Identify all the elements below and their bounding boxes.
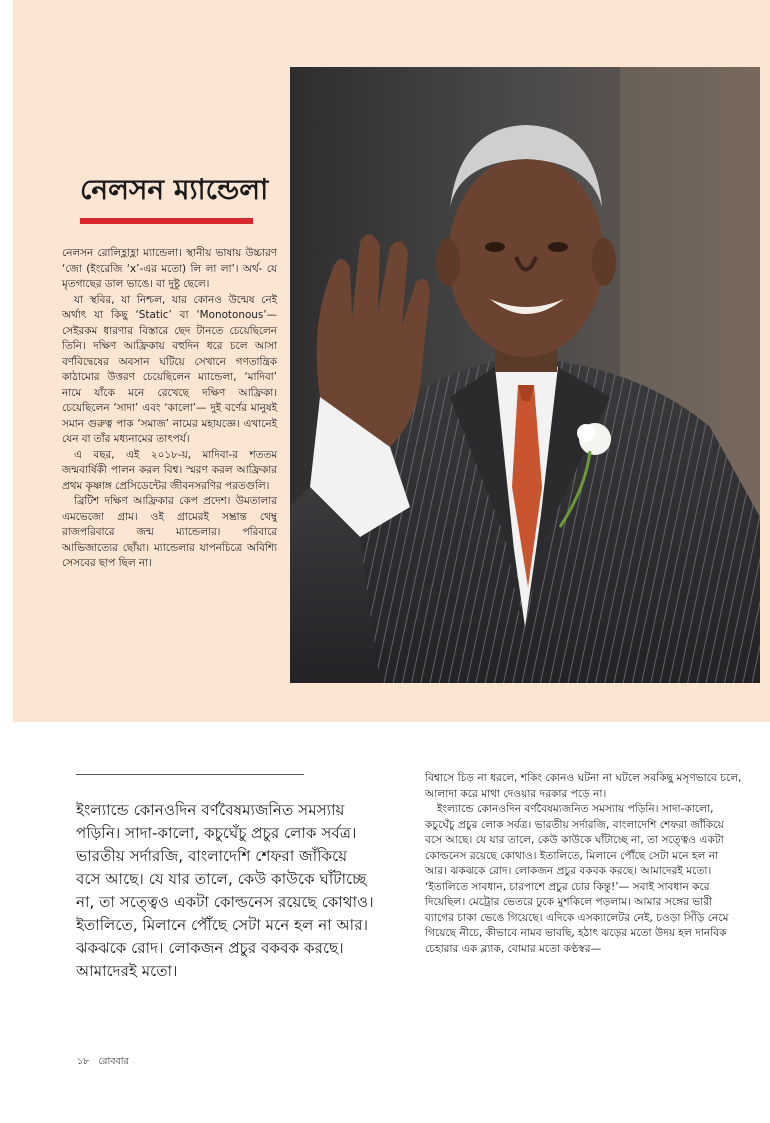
body-paragraph: ইংল্যান্ডে কোনওদিন বর্ণবৈষম্যজনিত সমস্যায় পড়িনি। সাদা-কালো, কচুঘেঁচু প্রচুর লোক সর্বত্র। ভারতীয় সর্দারজি, বাংলাদেশি শেফরা জাঁকিয়ে বসে আছে। যে যার তালে, কেউ কাউকে ঘাঁটাচ্ছে না, তা সত্ত্বেও একটা কোল্ডনেস রয়েছে কোথাও। ইতালিতে, মিলানে পৌঁছে সেটা মনে হল না আর। ঝকঝকে রোদ। লোকজন প্রচুর বকবক করছে। আমাদেরই মতো। ‘ইতালিতে সাবধান, চারপাশে প্রচুর চোর কিন্তু!’— সবাই সাবধান করে দিয়েছিল। মেট্রোর ভেতরে ঢুকে মুশকিলে পড়লাম। আমার সঙ্গের ভারী ব্যাগের চাকা ভেঙে গিয়েছে। এদিকে এসক্যালেটর নেই, চওড়া সিঁড়ি নেমে গিয়েছে নীচে, কীভাবে নামব ভাবছি, হঠাৎ ঝড়ের মতো উদয় হল দানবিক চেহারার এক ব্ল্যাক, বোমার মতো কণ্ঠস্বর—: [425, 803, 729, 955]
pull-quote-rule: [76, 774, 304, 775]
intro-text: [62, 246, 277, 572]
page-number: ১৮: [77, 1056, 90, 1067]
mandela-photo: [290, 67, 760, 683]
intro-paragraph: ব্রিটিশ দক্ষিণ আফ্রিকার কেপ প্রদেশ। উমতালার এমভেজো গ্রাম। ওই গ্রামেরই সম্ভ্রান্ত থেম্বু রাজপরিবারে জন্ম ম্যান্ডেলার। পরিবারে আভিজাত্যের ছোঁয়া। ম্যান্ডেলার যাপনচিত্রে অবিশ্যি সেসবের ছাপ ছিল না।: [62, 495, 277, 569]
magazine-name: রোববার: [98, 1056, 129, 1067]
intro-paragraph: যা স্থবির, যা নিশ্চল, যার কোনও উন্মেষ নেই অর্থাৎ যা কিছু ‘Static’ বা ‘Monotonous’— সেইরকম ধারণার বিস্তারে ছেদ টানতে চেয়েছিলেন তিনি। দক্ষিণ আফ্রিকায় বহুদিন ধরে চলে আসা বর্ণবিদ্বেষের অবসান ঘটিয়ে সেখানে গণতান্ত্রিক কাঠামোর উত্তরণ চেয়েছিলেন ম্যান্ডেলা, ‘মাদিবা’ নামে যাঁকে মনে রেখেছে দক্ষিণ আফ্রিকা। চেয়েছিলেন ‘সাদা’ এবং ‘কালো’— দুই বর্ণের মানুষই সমান গুরুত্ব পাক ‘সমাজ’ নামের মহাযজ্ঞে। এখানেই যেন বা তাঁর মধ্যনামের তাৎপর্য।: [62, 293, 277, 445]
page-footer: [77, 1055, 135, 1070]
title-underline: [80, 218, 253, 224]
intro-paragraph: এ বছর, এই ২০১৮-য়, মাদিবা-র শততম জন্মবার্ষিকী পালন করল বিশ্ব। স্মরণ করল আফ্রিকার প্রথম কৃষ্ণাঙ্গ প্রেসিডেন্টের জীবনসরণির পরতগুলি।: [62, 448, 277, 492]
portrait-illustration: [290, 67, 760, 683]
intro-paragraph: নেলসন রোলিহ্লাহ্লা ম্যান্ডেলা। স্থানীয় ভাষায় উচ্চারণ ‘জো (ইংরেজি ‘x’-এর মতো) লি লা লা’। অর্থ- যে মৃতগাছের ডাল ভাঙে। বা দুষ্টু ছেলে।: [62, 247, 277, 290]
article-title: নেলসন ম্যান্ডেলা: [80, 173, 269, 206]
body-column: [425, 771, 743, 957]
body-paragraph: বিশ্বাসে চিড় না ধরলে, শকিং কোনও ঘটনা না ঘটলে সবকিছু মসৃণভাবে চলে, আলাদা করে মাথা দেওয়ার দরকার পড়ে না।: [425, 772, 742, 800]
pull-quote: ইংল্যান্ডে কোনওদিন বর্ণবৈষম্যজনিত সমস্যায় পড়িনি। সাদা-কালো, কচুঘেঁচু প্রচুর লোক সর্বত্র। ভারতীয় সর্দারজি, বাংলাদেশি শেফরা জাঁকিয়ে বসে আছে। যে যার তালে, কেউ কাউকে ঘাঁটাচ্ছে না, তা সত্ত্বেও একটা কোল্ডনেস রয়েছে কোথাও। ইতালিতে, মিলানে পৌঁছে সেটা মনে হল না আর। ঝকঝকে রোদ। লোকজন প্রচুর বকবক করছে। আমাদেরই মতো।: [76, 801, 374, 980]
